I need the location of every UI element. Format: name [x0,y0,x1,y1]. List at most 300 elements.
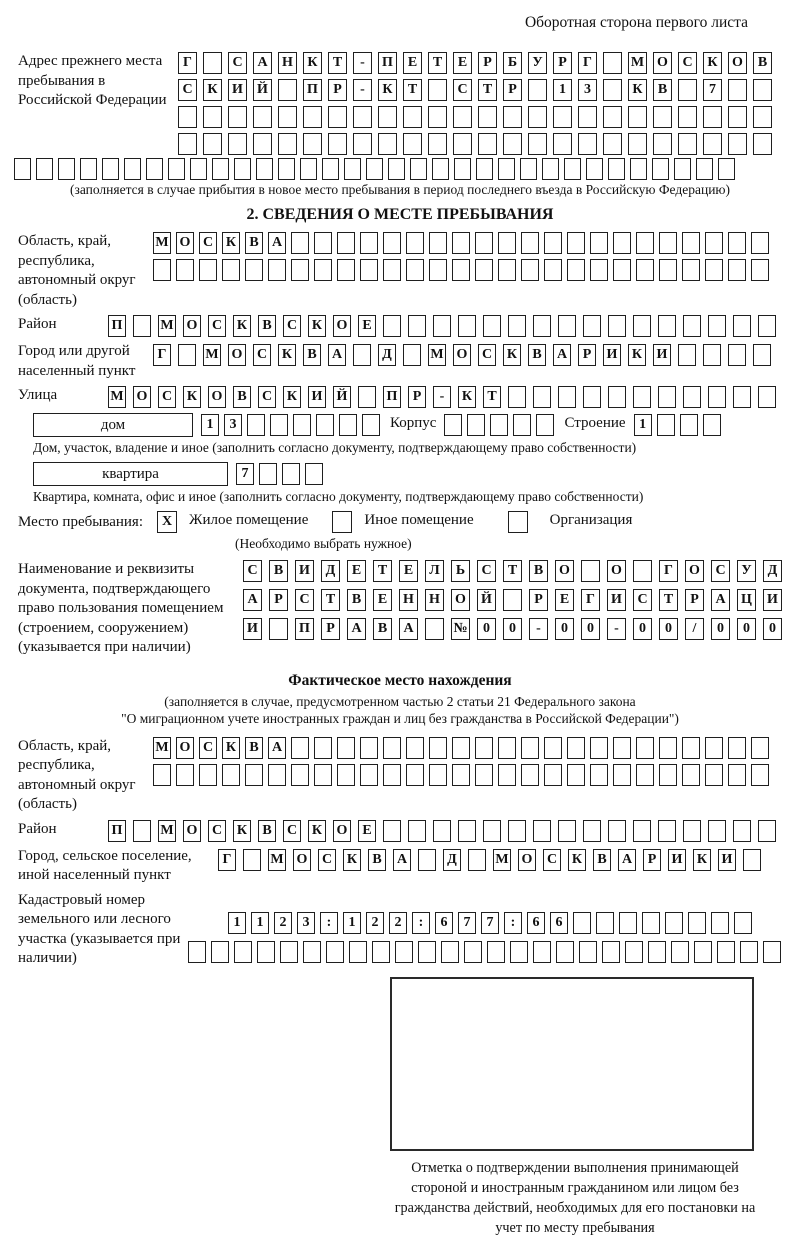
char-box [429,259,447,281]
char-box: О [333,820,351,842]
char-box [454,158,471,180]
char-row [243,618,782,640]
char-box [513,414,531,436]
char-box [153,764,171,786]
char-box [433,315,451,337]
char-box [674,158,691,180]
char-box: 7 [481,912,499,934]
char-box [581,560,600,582]
char-box: Р [478,52,497,74]
char-box [521,764,539,786]
char-box: Н [425,589,444,611]
char-box [291,259,309,281]
char-box: Р [553,52,572,74]
char-box: 0 [763,618,782,640]
char-box [705,259,723,281]
char-box: К [308,315,326,337]
char-box [728,79,747,101]
char-box [521,737,539,759]
char-box: А [393,849,411,871]
char-box [528,133,547,155]
char-box: К [343,849,361,871]
char-box: - [353,79,372,101]
char-box [705,764,723,786]
char-box: Г [218,849,236,871]
char-box: Г [578,52,597,74]
char-box: Р [503,79,522,101]
char-box [683,386,701,408]
char-box: С [295,589,314,611]
char-box [608,386,626,408]
char-box [253,133,272,155]
char-box: О [451,589,470,611]
char-box [678,106,697,128]
actual-region-rows [153,737,769,786]
char-box [498,737,516,759]
char-box [596,912,614,934]
char-box: С [477,560,496,582]
char-box: У [737,560,756,582]
section3-caption-line2: "О миграционном учете иностранных граждан и лиц без гражданства в Российской Федерации") [121,710,679,726]
char-box [228,133,247,155]
char-box [653,106,672,128]
char-box [282,463,300,485]
char-box [705,232,723,254]
char-box: К [222,737,240,759]
char-box [564,158,581,180]
previous-address-rows [178,52,772,155]
previous-address-label: Адрес прежнего места пребывания в Российской Федерации [18,53,167,108]
char-box [590,259,608,281]
char-box [383,315,401,337]
char-box [199,259,217,281]
char-box [653,133,672,155]
char-box [703,344,721,366]
char-box [603,79,622,101]
char-box [556,941,574,963]
page-header: Оборотная сторона первого листа [524,14,748,31]
char-box: - [433,386,451,408]
char-box: П [295,618,314,640]
char-box [682,259,700,281]
char-box [608,315,626,337]
char-box [259,463,277,485]
char-row [108,315,776,337]
char-box: В [529,560,548,582]
cadastre-label: Кадастровый номер земельного или лесного участка (указывается при наличии) [18,891,181,966]
option-residential-label: Жилое помещение [189,512,309,528]
char-box: Т [659,589,678,611]
char-box: Е [399,560,418,582]
char-box: 6 [527,912,545,934]
char-box [694,941,712,963]
char-box [291,764,309,786]
char-box: С [543,849,561,871]
char-row [153,259,769,281]
korpus-label: Корпус [390,415,437,431]
char-box [378,133,397,155]
char-box: С [158,386,176,408]
char-box [291,737,309,759]
char-box: И [607,589,626,611]
char-box: Т [483,386,501,408]
cadastre-block [0,891,800,969]
char-box [429,737,447,759]
char-box [293,414,311,436]
char-box [718,158,735,180]
korpus-cells [444,414,554,436]
confirmation-mark-box [390,977,754,1151]
char-box: М [493,849,511,871]
char-row [178,52,772,74]
char-box [503,133,522,155]
char-box: Д [443,849,461,871]
char-box [703,106,722,128]
char-box: - [529,618,548,640]
char-box [339,414,357,436]
char-box: С [199,737,217,759]
char-box [428,106,447,128]
checkbox-other-premises [332,511,352,533]
char-box [337,737,355,759]
char-box [353,106,372,128]
char-box [383,259,401,281]
char-box: 0 [581,618,600,640]
char-box: С [478,344,496,366]
char-box: 0 [503,618,522,640]
char-box [406,737,424,759]
char-box [353,133,372,155]
char-box: П [303,79,322,101]
house-row [0,413,800,437]
char-box: Й [333,386,351,408]
char-box [659,232,677,254]
char-box [388,158,405,180]
char-box [544,259,562,281]
char-box [199,764,217,786]
char-box [503,589,522,611]
char-box [633,315,651,337]
char-box: 7 [458,912,476,934]
char-box [758,315,776,337]
char-box: 1 [251,912,269,934]
char-box [203,52,222,74]
char-box [383,764,401,786]
char-box: О [208,386,226,408]
char-box [751,764,769,786]
char-box [358,386,376,408]
char-box: П [378,52,397,74]
previous-address-overflow-row [0,158,800,180]
char-box [528,106,547,128]
checkbox-residential: X [157,511,177,533]
char-box [583,386,601,408]
char-box [602,941,620,963]
char-box [682,232,700,254]
char-box [708,820,726,842]
char-box [648,941,666,963]
char-box [683,820,701,842]
char-row [153,737,769,759]
char-box: О [183,315,201,337]
char-box [708,386,726,408]
char-box [478,133,497,155]
char-box: С [678,52,697,74]
char-box: Н [399,589,418,611]
checkbox-organization [508,511,528,533]
actual-district-label: Район [18,820,57,837]
char-box: 7 [703,79,722,101]
char-box: В [753,52,772,74]
char-box [153,259,171,281]
char-box: К [222,232,240,254]
char-box [498,158,515,180]
char-box: В [347,589,366,611]
char-box [625,941,643,963]
char-box: : [504,912,522,934]
actual-region-label: Область, край, республика, автономный округ (область) [18,737,136,812]
char-box [168,158,185,180]
char-box: К [503,344,521,366]
char-box [613,259,631,281]
house-caption: Дом, участок, владение и иное (заполнить согласно документу, подтверждающему право собственности) [33,440,637,455]
char-box [314,737,332,759]
char-box [758,820,776,842]
char-box [234,941,252,963]
char-box [378,106,397,128]
char-box [659,259,677,281]
street-label: Улица [18,387,58,403]
char-box: И [308,386,326,408]
char-box [703,414,721,436]
char-box [590,737,608,759]
char-box: М [153,232,171,254]
char-row [108,820,776,842]
char-box [696,158,713,180]
char-box [533,315,551,337]
char-box [291,232,309,254]
char-box [278,106,297,128]
char-box [176,764,194,786]
char-box [269,618,288,640]
char-box: К [458,386,476,408]
district-label: Район [18,316,57,332]
char-row [178,79,772,101]
document-label: Наименование и реквизиты документа, подтверждающего право пользования помещением (строением, сооружением) (указывается при наличии) [18,561,224,655]
char-box [322,158,339,180]
char-box [578,133,597,155]
char-box [733,315,751,337]
char-box [428,133,447,155]
char-box [753,133,772,155]
char-box [222,259,240,281]
char-box: А [553,344,571,366]
char-box [458,315,476,337]
char-box: С [228,52,247,74]
char-box: Г [581,589,600,611]
char-box [349,941,367,963]
char-box: И [295,560,314,582]
char-box: Т [503,560,522,582]
char-box [733,820,751,842]
char-row [218,849,761,871]
char-box: Р [578,344,596,366]
previous-address-caption: (заполняется в случае прибытия в новое место пребывания в период последнего въезда в Российскую Федерацию) [69,182,731,197]
char-box [303,941,321,963]
char-box: 0 [633,618,652,640]
char-box [753,79,772,101]
char-box: - [607,618,626,640]
char-box [247,414,265,436]
char-box [659,764,677,786]
char-box [444,414,462,436]
char-box: С [208,820,226,842]
char-box: К [378,79,397,101]
char-box [475,737,493,759]
char-box: Л [425,560,444,582]
char-box [452,737,470,759]
char-box [678,79,697,101]
char-box [558,820,576,842]
char-box [717,941,735,963]
char-box: В [528,344,546,366]
char-box [520,158,537,180]
char-box [102,158,119,180]
char-box [278,133,297,155]
char-box [360,259,378,281]
char-box [658,386,676,408]
char-box: Е [453,52,472,74]
char-box [682,764,700,786]
char-box [243,849,261,871]
char-box [362,414,380,436]
char-box: 1 [343,912,361,934]
char-box [383,232,401,254]
char-box [510,941,528,963]
char-box [763,941,781,963]
char-box: О [333,315,351,337]
char-box [678,344,696,366]
char-box [360,737,378,759]
char-box [567,259,585,281]
char-box: : [412,912,430,934]
char-box [705,737,723,759]
char-box: : [320,912,338,934]
char-box: В [373,618,392,640]
char-box: 1 [228,912,246,934]
char-box: 1 [201,414,219,436]
street-block [0,386,800,408]
char-box: 1 [634,414,652,436]
char-box [453,133,472,155]
char-box: С [253,344,271,366]
char-box: Д [378,344,396,366]
char-box: С [453,79,472,101]
char-row [243,560,782,582]
char-box: В [269,560,288,582]
char-box [176,259,194,281]
char-box: Й [253,79,272,101]
stroenie-label: Строение [564,415,626,431]
char-box [636,764,654,786]
char-box: М [268,849,286,871]
char-box [528,79,547,101]
char-box: В [303,344,321,366]
char-box [245,764,263,786]
section2-title: 2. СВЕДЕНИЯ О МЕСТЕ ПРЕБЫВАНИЯ [246,206,554,223]
char-box: П [383,386,401,408]
char-box [508,820,526,842]
section3-title: Фактическое место нахождения [288,671,512,689]
char-box: С [633,589,652,611]
char-box [256,158,273,180]
char-box [178,106,197,128]
char-box [328,133,347,155]
document-rows [243,560,782,640]
char-box [476,158,493,180]
char-box [711,912,729,934]
char-box: С [318,849,336,871]
actual-city-label: Город, сельское поселение, иной населенный пункт [18,847,192,883]
char-box: 7 [236,463,254,485]
char-box: Е [358,820,376,842]
char-box: О [685,560,704,582]
char-box: Р [269,589,288,611]
char-box [429,764,447,786]
char-box [418,849,436,871]
char-box: В [245,737,263,759]
char-box: К [278,344,296,366]
char-box [222,764,240,786]
char-box: 0 [555,618,574,640]
char-box: 6 [435,912,453,934]
char-box [636,737,654,759]
char-box: К [693,849,711,871]
char-box: О [176,232,194,254]
char-box [728,737,746,759]
document-block [0,560,800,658]
char-box: О [728,52,747,74]
char-box [521,259,539,281]
char-box: С [258,386,276,408]
char-box: Д [321,560,340,582]
char-box [418,941,436,963]
char-box [36,158,53,180]
char-box [583,315,601,337]
house-number-cells [201,414,380,436]
char-box [467,414,485,436]
char-box [728,133,747,155]
char-box [573,912,591,934]
region-label: Область, край, республика, автономный округ (область) [18,233,136,308]
char-box [740,941,758,963]
char-box: О [183,820,201,842]
char-box [498,232,516,254]
char-box [441,941,459,963]
char-box: А [399,618,418,640]
char-box [608,820,626,842]
char-box [234,158,251,180]
char-box [553,133,572,155]
char-box: И [228,79,247,101]
char-box [403,344,421,366]
char-box: А [347,618,366,640]
char-box [464,941,482,963]
char-box [257,941,275,963]
char-row [153,344,771,366]
char-box [245,259,263,281]
char-box [728,259,746,281]
